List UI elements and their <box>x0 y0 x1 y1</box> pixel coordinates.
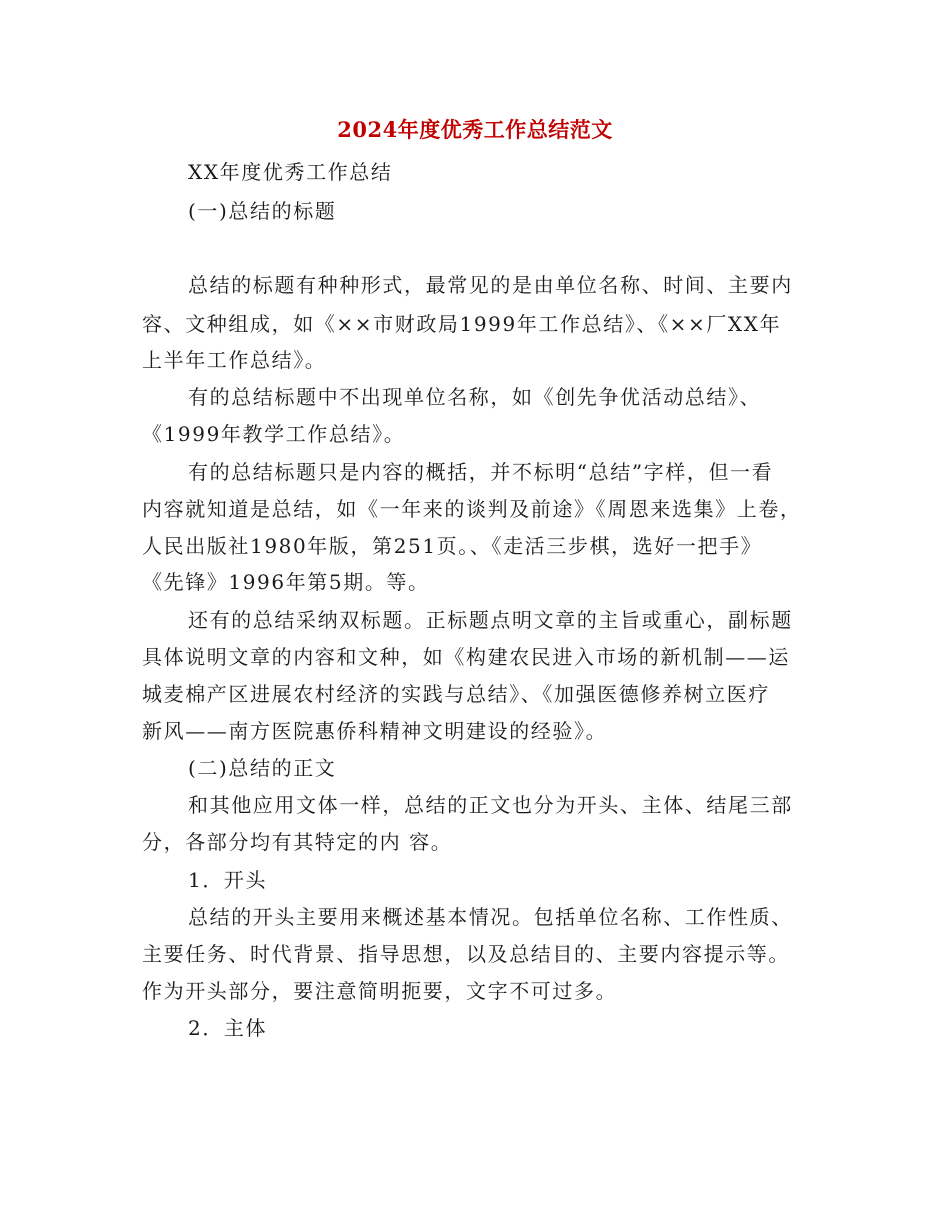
paragraph-line: 作为开头部分，要注意简明扼要，文字不可过多。 <box>142 979 618 1003</box>
section-heading-body: (二)总结的正文 <box>188 756 337 780</box>
paragraph-line: 主要任务、时代背景、指导思想，以及总结目的、主要内容提示等。 <box>142 942 790 966</box>
paragraph-line: 具体说明文章的内容和文种，如《构建农民进入市场的新机制——运 <box>142 645 790 669</box>
paragraph-line: 总结的开头主要用来概述基本情况。包括单位名称、工作性质、 <box>188 905 793 929</box>
subheading-opening: 1．开头 <box>188 868 268 892</box>
paragraph-line: 有的总结标题中不出现单位名称，如《创先争优活动总结》、 <box>188 385 762 409</box>
paragraph-line: 上半年工作总结》。 <box>142 348 327 372</box>
paragraph-line: 《1999年教学工作总结》。 <box>142 422 406 446</box>
paragraph-line: 新风——南方医院惠侨科精神文明建设的经验》。 <box>142 719 608 743</box>
paragraph-line: 总结的标题有种种形式，最常见的是由单位名称、时间、主要内 <box>188 273 793 297</box>
paragraph-line: 分，各部分均有其特定的内 容。 <box>142 830 453 854</box>
paragraph-line: 还有的总结采纳双标题。正标题点明文章的主旨或重心，副标题 <box>188 608 793 632</box>
heading-year-summary: XX年度优秀工作总结 <box>188 160 393 184</box>
paragraph-line: 《先锋》1996年第5期。等。 <box>142 570 430 594</box>
section-heading-title: (一)总结的标题 <box>188 199 337 223</box>
paragraph-line: 内容就知道是总结，如《一年来的谈判及前途》《周恩来选集》上卷， <box>142 497 802 521</box>
subheading-main-body: 2．主体 <box>188 1016 268 1040</box>
paragraph-line: 和其他应用文体一样，总结的正文也分为开头、主体、结尾三部 <box>188 793 793 817</box>
paragraph-line: 人民出版社1980年版，第251页。、《走活三步棋，选好一把手》 <box>142 534 763 558</box>
paragraph-line: 容、文种组成，如《××市财政局1999年工作总结》、《××厂XX年 <box>142 312 782 336</box>
paragraph-line: 有的总结标题只是内容的概括，并不标明“总结”字样，但一看 <box>188 460 774 484</box>
document-title: 2024年度优秀工作总结范文 <box>337 117 613 142</box>
paragraph-line: 城麦棉产区进展农村经济的实践与总结》、《加强医德修养树立医疗 <box>142 682 770 706</box>
